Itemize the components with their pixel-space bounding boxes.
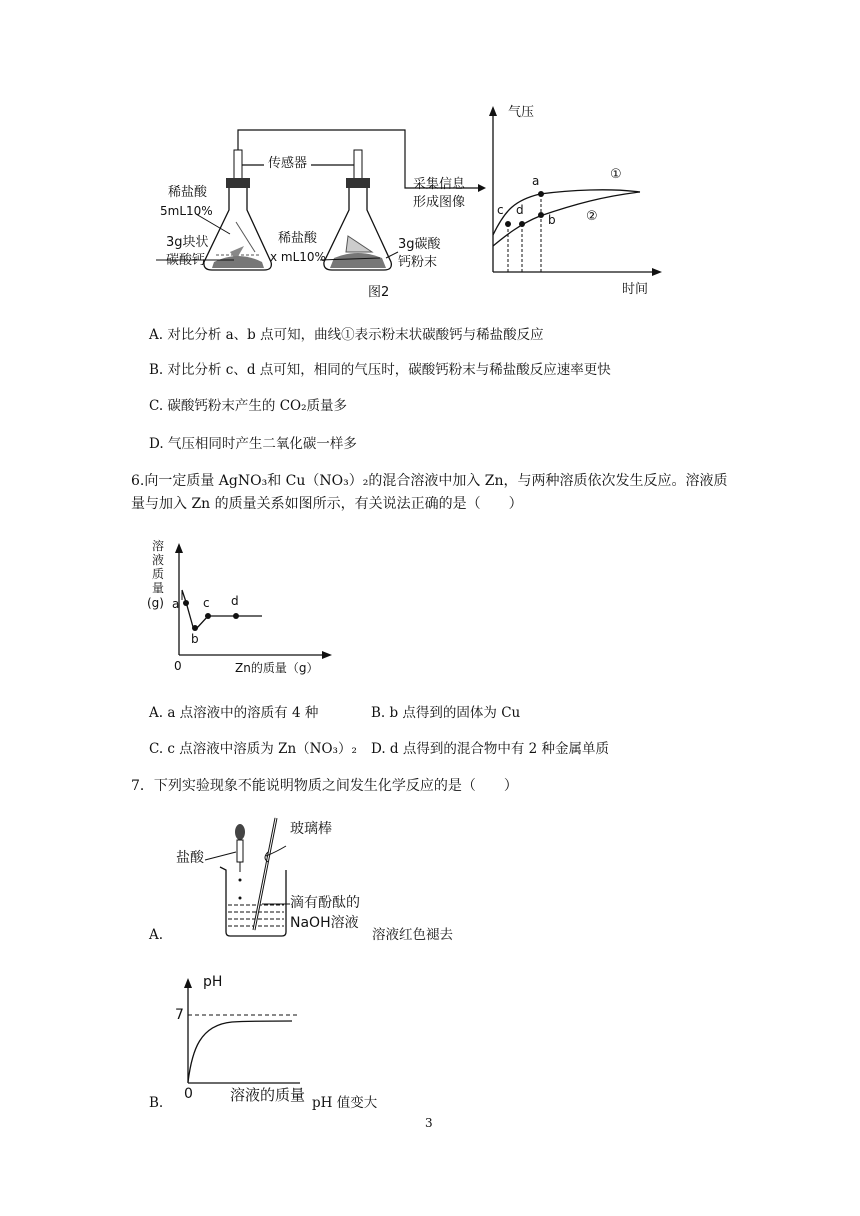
figure2-caption: 图2 xyxy=(368,285,390,300)
q6-option-b: B. b 点得到的固体为 Cu xyxy=(371,705,521,721)
q6-point-c: c xyxy=(203,596,210,610)
collect-label-2: 形成图像 xyxy=(413,195,466,210)
point-a-label: a xyxy=(532,174,540,188)
q6-option-d: D. d 点得到的混合物中有 2 种金属单质 xyxy=(371,741,610,757)
q7-option-b-result: pH 值变大 xyxy=(312,1095,378,1111)
q5-option-d: D. 气压相同时产生二氧化碳一样多 xyxy=(149,436,357,452)
q5-option-c: C. 碳酸钙粉末产生的 CO₂质量多 xyxy=(149,398,348,414)
solid-left-label-2: 碳酸钙 xyxy=(166,253,206,268)
curve2-label: ② xyxy=(586,209,598,224)
q6-option-c: C. c 点溶液中溶质为 Zn（NO₃）₂ xyxy=(149,741,357,757)
q6-point-b: b xyxy=(191,632,199,646)
page-number: 3 xyxy=(425,1116,433,1130)
q7a-acid-label: 盐酸 xyxy=(176,850,204,866)
q6-y-unit: (g) xyxy=(147,596,164,610)
q6-origin: 0 xyxy=(174,659,182,673)
q7-option-a-result: 溶液红色褪去 xyxy=(372,927,453,943)
q6-y-label: 溶 液 质 量 xyxy=(151,539,164,595)
collect-label-1: 采集信息 xyxy=(413,177,466,192)
point-c-label: c xyxy=(497,203,504,217)
pressure-axis-label: 气压 xyxy=(508,105,535,120)
conc-left-label: 5mL10% xyxy=(160,204,213,218)
q7b-x-axis-label: 溶液的质量 xyxy=(230,1086,306,1104)
q7a-solution-label-1: 滴有酚酞的 xyxy=(290,895,360,911)
q7b-ph-axis-label: pH xyxy=(203,974,223,990)
q5-option-a: A. 对比分析 a、b 点可知，曲线①表示粉末状碳酸钙与稀盐酸反应 xyxy=(149,327,544,343)
sensor-label: 传感器 xyxy=(264,157,311,172)
q6-x-label: Zn的质量（g） xyxy=(235,661,319,675)
acid-left-label: 稀盐酸 xyxy=(168,185,208,200)
curve1-label: ① xyxy=(610,167,622,182)
solid-right-label-2: 钙粉末 xyxy=(398,255,438,270)
q7-option-b-letter: B. xyxy=(149,1095,164,1111)
point-d-label: d xyxy=(516,203,524,217)
q6-point-a: a xyxy=(172,597,180,611)
point-b-label: b xyxy=(548,213,556,227)
time-axis-label: 时间 xyxy=(622,282,649,297)
q7-stem: 7．下列实验现象不能说明物质之间发生化学反应的是（ ） xyxy=(131,778,518,794)
q6-option-a: A. a 点溶液中的溶质有 4 种 xyxy=(149,705,319,721)
q7a-solution-label-2: NaOH溶液 xyxy=(290,915,359,931)
solid-left-label-1: 3g块状 xyxy=(166,235,209,250)
q6-stem-line1: 6.向一定质量 AgNO₃和 Cu（NO₃）₂的混合溶液中加入 Zn，与两种溶质依次发生反应。溶液质 xyxy=(131,473,728,489)
q6-stem-line2: 量与加入 Zn 的质量关系如图所示，有关说法正确的是（ ） xyxy=(131,496,523,512)
q5-option-b: B. 对比分析 c、d 点可知，相同的气压时，碳酸钙粉末与稀盐酸反应速率更快 xyxy=(149,362,611,378)
q7-option-a-letter: A. xyxy=(149,927,164,943)
q7a-rod-label: 玻璃棒 xyxy=(290,821,332,837)
conc-right-label: x mL10% xyxy=(270,250,326,264)
solid-right-label-1: 3g碳酸 xyxy=(398,237,441,252)
q6-point-d: d xyxy=(231,594,239,608)
q7b-origin-label: 0 xyxy=(184,1086,193,1102)
q7b-seven-label: 7 xyxy=(175,1007,184,1023)
acid-right-label: 稀盐酸 xyxy=(278,231,318,246)
